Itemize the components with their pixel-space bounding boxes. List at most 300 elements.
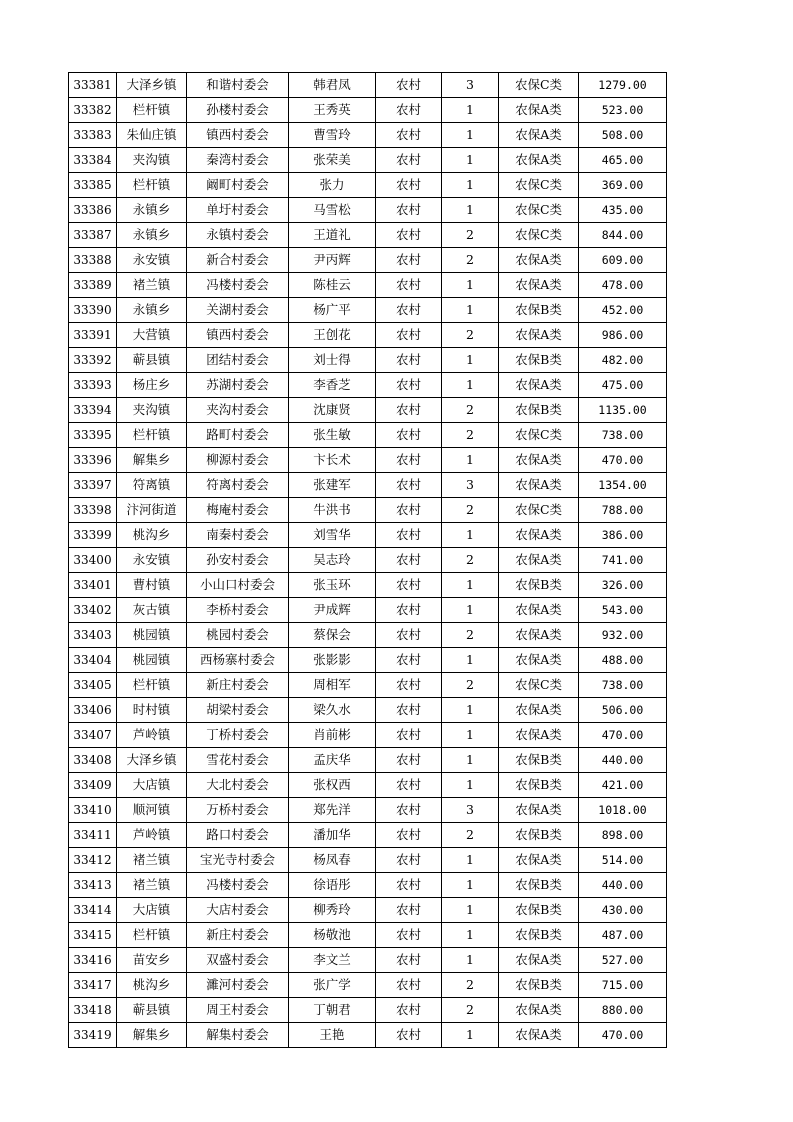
insurance-category-cell: 农保A类	[499, 948, 579, 973]
table-row	[69, 373, 667, 398]
village-committee-cell: 李桥村委会	[187, 598, 289, 623]
village-committee-cell: 大店村委会	[187, 898, 289, 923]
township-cell: 蕲县镇	[117, 348, 187, 373]
amount-cell: 475.00	[579, 373, 667, 398]
record-id-cell: 33406	[69, 698, 117, 723]
household-count-cell: 1	[442, 698, 499, 723]
record-id-cell: 33397	[69, 473, 117, 498]
table-row	[69, 648, 667, 673]
household-count-cell: 1	[442, 523, 499, 548]
area-type-cell: 农村	[376, 923, 442, 948]
record-id-cell: 33405	[69, 673, 117, 698]
amount-cell: 482.00	[579, 348, 667, 373]
township-cell: 大泽乡镇	[117, 73, 187, 98]
insurance-category-cell: 农保A类	[499, 523, 579, 548]
township-cell: 时村镇	[117, 698, 187, 723]
area-type-cell: 农村	[376, 273, 442, 298]
amount-cell: 421.00	[579, 773, 667, 798]
amount-cell: 523.00	[579, 98, 667, 123]
area-type-cell: 农村	[376, 498, 442, 523]
area-type-cell: 农村	[376, 373, 442, 398]
village-committee-cell: 柳源村委会	[187, 448, 289, 473]
township-cell: 符离镇	[117, 473, 187, 498]
village-committee-cell: 新庄村委会	[187, 923, 289, 948]
insurance-category-cell: 农保A类	[499, 998, 579, 1023]
roster-table	[68, 72, 667, 1048]
area-type-cell: 农村	[376, 248, 442, 273]
record-id-cell: 33392	[69, 348, 117, 373]
village-committee-cell: 新庄村委会	[187, 673, 289, 698]
record-id-cell: 33399	[69, 523, 117, 548]
person-name-cell: 郑先洋	[289, 798, 376, 823]
amount-cell: 543.00	[579, 598, 667, 623]
record-id-cell: 33419	[69, 1023, 117, 1048]
person-name-cell: 张权西	[289, 773, 376, 798]
household-count-cell: 1	[442, 298, 499, 323]
area-type-cell: 农村	[376, 998, 442, 1023]
insurance-category-cell: 农保A类	[499, 248, 579, 273]
township-cell: 芦岭镇	[117, 823, 187, 848]
table-row	[69, 423, 667, 448]
table-row	[69, 498, 667, 523]
household-count-cell: 1	[442, 773, 499, 798]
person-name-cell: 李香芝	[289, 373, 376, 398]
township-cell: 褚兰镇	[117, 848, 187, 873]
household-count-cell: 2	[442, 423, 499, 448]
area-type-cell: 农村	[376, 798, 442, 823]
insurance-category-cell: 农保B类	[499, 923, 579, 948]
amount-cell: 1279.00	[579, 73, 667, 98]
household-count-cell: 1	[442, 898, 499, 923]
insurance-category-cell: 农保B类	[499, 823, 579, 848]
area-type-cell: 农村	[376, 898, 442, 923]
township-cell: 桃园镇	[117, 623, 187, 648]
area-type-cell: 农村	[376, 848, 442, 873]
table-row	[69, 348, 667, 373]
amount-cell: 369.00	[579, 173, 667, 198]
township-cell: 苗安乡	[117, 948, 187, 973]
household-count-cell: 2	[442, 398, 499, 423]
record-id-cell: 33383	[69, 123, 117, 148]
household-count-cell: 1	[442, 923, 499, 948]
table-row	[69, 298, 667, 323]
area-type-cell: 农村	[376, 98, 442, 123]
amount-cell: 478.00	[579, 273, 667, 298]
village-committee-cell: 冯楼村委会	[187, 273, 289, 298]
person-name-cell: 王秀英	[289, 98, 376, 123]
village-committee-cell: 镇西村委会	[187, 323, 289, 348]
village-committee-cell: 周王村委会	[187, 998, 289, 1023]
village-committee-cell: 镇西村委会	[187, 123, 289, 148]
village-committee-cell: 夹沟村委会	[187, 398, 289, 423]
township-cell: 永安镇	[117, 248, 187, 273]
person-name-cell: 张影影	[289, 648, 376, 673]
record-id-cell: 33390	[69, 298, 117, 323]
amount-cell: 506.00	[579, 698, 667, 723]
table-row	[69, 223, 667, 248]
record-id-cell: 33391	[69, 323, 117, 348]
amount-cell: 898.00	[579, 823, 667, 848]
insurance-category-cell: 农保A类	[499, 448, 579, 473]
table-row	[69, 98, 667, 123]
record-id-cell: 33400	[69, 548, 117, 573]
village-committee-cell: 双盛村委会	[187, 948, 289, 973]
amount-cell: 470.00	[579, 723, 667, 748]
household-count-cell: 2	[442, 623, 499, 648]
township-cell: 蕲县镇	[117, 998, 187, 1023]
table-row	[69, 798, 667, 823]
record-id-cell: 33407	[69, 723, 117, 748]
household-count-cell: 2	[442, 323, 499, 348]
table-row	[69, 448, 667, 473]
record-id-cell: 33417	[69, 973, 117, 998]
table-row	[69, 698, 667, 723]
area-type-cell: 农村	[376, 748, 442, 773]
township-cell: 栏杆镇	[117, 173, 187, 198]
township-cell: 夹沟镇	[117, 398, 187, 423]
household-count-cell: 1	[442, 273, 499, 298]
village-committee-cell: 桃园村委会	[187, 623, 289, 648]
township-cell: 灰古镇	[117, 598, 187, 623]
household-count-cell: 1	[442, 448, 499, 473]
table-row	[69, 148, 667, 173]
household-count-cell: 1	[442, 373, 499, 398]
township-cell: 永镇乡	[117, 223, 187, 248]
record-id-cell: 33385	[69, 173, 117, 198]
village-committee-cell: 宝光寺村委会	[187, 848, 289, 873]
township-cell: 芦岭镇	[117, 723, 187, 748]
table-row	[69, 823, 667, 848]
village-committee-cell: 丁桥村委会	[187, 723, 289, 748]
table-row	[69, 973, 667, 998]
area-type-cell: 农村	[376, 423, 442, 448]
area-type-cell: 农村	[376, 948, 442, 973]
table-row	[69, 898, 667, 923]
amount-cell: 715.00	[579, 973, 667, 998]
insurance-category-cell: 农保A类	[499, 473, 579, 498]
insurance-category-cell: 农保A类	[499, 848, 579, 873]
household-count-cell: 1	[442, 948, 499, 973]
village-committee-cell: 永镇村委会	[187, 223, 289, 248]
area-type-cell: 农村	[376, 148, 442, 173]
record-id-cell: 33398	[69, 498, 117, 523]
household-count-cell: 1	[442, 173, 499, 198]
amount-cell: 452.00	[579, 298, 667, 323]
amount-cell: 430.00	[579, 898, 667, 923]
village-committee-cell: 关湖村委会	[187, 298, 289, 323]
table-row	[69, 748, 667, 773]
township-cell: 朱仙庄镇	[117, 123, 187, 148]
person-name-cell: 张广学	[289, 973, 376, 998]
household-count-cell: 1	[442, 348, 499, 373]
township-cell: 桃园镇	[117, 648, 187, 673]
amount-cell: 470.00	[579, 1023, 667, 1048]
household-count-cell: 1	[442, 748, 499, 773]
area-type-cell: 农村	[376, 223, 442, 248]
household-count-cell: 2	[442, 248, 499, 273]
person-name-cell: 徐语彤	[289, 873, 376, 898]
area-type-cell: 农村	[376, 573, 442, 598]
village-committee-cell: 符离村委会	[187, 473, 289, 498]
table-row	[69, 873, 667, 898]
person-name-cell: 蔡保会	[289, 623, 376, 648]
household-count-cell: 1	[442, 198, 499, 223]
insurance-category-cell: 农保B类	[499, 973, 579, 998]
insurance-category-cell: 农保A类	[499, 648, 579, 673]
table-row	[69, 548, 667, 573]
village-committee-cell: 胡梁村委会	[187, 698, 289, 723]
household-count-cell: 1	[442, 98, 499, 123]
person-name-cell: 孟庆华	[289, 748, 376, 773]
insurance-category-cell: 农保B类	[499, 773, 579, 798]
person-name-cell: 吴志玲	[289, 548, 376, 573]
township-cell: 永镇乡	[117, 298, 187, 323]
insurance-category-cell: 农保B类	[499, 398, 579, 423]
household-count-cell: 2	[442, 223, 499, 248]
township-cell: 解集乡	[117, 1023, 187, 1048]
person-name-cell: 张荣美	[289, 148, 376, 173]
table-row	[69, 723, 667, 748]
township-cell: 大店镇	[117, 773, 187, 798]
record-id-cell: 33401	[69, 573, 117, 598]
township-cell: 永安镇	[117, 548, 187, 573]
insurance-category-cell: 农保A类	[499, 273, 579, 298]
roster-body	[69, 73, 667, 1048]
table-row	[69, 598, 667, 623]
person-name-cell: 牛洪书	[289, 498, 376, 523]
person-name-cell: 杨凤春	[289, 848, 376, 873]
village-committee-cell: 小山口村委会	[187, 573, 289, 598]
household-count-cell: 1	[442, 648, 499, 673]
table-row	[69, 398, 667, 423]
person-name-cell: 柳秀玲	[289, 898, 376, 923]
township-cell: 汴河街道	[117, 498, 187, 523]
record-id-cell: 33413	[69, 873, 117, 898]
record-id-cell: 33395	[69, 423, 117, 448]
township-cell: 栏杆镇	[117, 423, 187, 448]
area-type-cell: 农村	[376, 973, 442, 998]
village-committee-cell: 大北村委会	[187, 773, 289, 798]
person-name-cell: 肖前彬	[289, 723, 376, 748]
record-id-cell: 33415	[69, 923, 117, 948]
record-id-cell: 33393	[69, 373, 117, 398]
area-type-cell: 农村	[376, 298, 442, 323]
village-committee-cell: 万桥村委会	[187, 798, 289, 823]
village-committee-cell: 秦湾村委会	[187, 148, 289, 173]
insurance-category-cell: 农保A类	[499, 798, 579, 823]
insurance-category-cell: 农保A类	[499, 373, 579, 398]
township-cell: 大店镇	[117, 898, 187, 923]
amount-cell: 1135.00	[579, 398, 667, 423]
table-row	[69, 848, 667, 873]
record-id-cell: 33382	[69, 98, 117, 123]
amount-cell: 435.00	[579, 198, 667, 223]
insurance-category-cell: 农保A类	[499, 148, 579, 173]
amount-cell: 880.00	[579, 998, 667, 1023]
household-count-cell: 1	[442, 598, 499, 623]
insurance-category-cell: 农保C类	[499, 73, 579, 98]
record-id-cell: 33402	[69, 598, 117, 623]
household-count-cell: 1	[442, 873, 499, 898]
table-row	[69, 573, 667, 598]
household-count-cell: 3	[442, 798, 499, 823]
record-id-cell: 33414	[69, 898, 117, 923]
table-row	[69, 173, 667, 198]
township-cell: 栏杆镇	[117, 98, 187, 123]
village-committee-cell: 团结村委会	[187, 348, 289, 373]
area-type-cell: 农村	[376, 1023, 442, 1048]
record-id-cell: 33418	[69, 998, 117, 1023]
insurance-category-cell: 农保C类	[499, 173, 579, 198]
table-row	[69, 123, 667, 148]
table-row	[69, 998, 667, 1023]
household-count-cell: 1	[442, 123, 499, 148]
township-cell: 大泽乡镇	[117, 748, 187, 773]
record-id-cell: 33386	[69, 198, 117, 223]
person-name-cell: 张生敏	[289, 423, 376, 448]
table-row	[69, 73, 667, 98]
insurance-category-cell: 农保B类	[499, 298, 579, 323]
person-name-cell: 杨广平	[289, 298, 376, 323]
record-id-cell: 33389	[69, 273, 117, 298]
record-id-cell: 33409	[69, 773, 117, 798]
area-type-cell: 农村	[376, 448, 442, 473]
table-row	[69, 948, 667, 973]
person-name-cell: 陈桂云	[289, 273, 376, 298]
table-row	[69, 248, 667, 273]
village-committee-cell: 冯楼村委会	[187, 873, 289, 898]
person-name-cell: 王艳	[289, 1023, 376, 1048]
amount-cell: 788.00	[579, 498, 667, 523]
insurance-category-cell: 农保A类	[499, 548, 579, 573]
area-type-cell: 农村	[376, 698, 442, 723]
record-id-cell: 33387	[69, 223, 117, 248]
record-id-cell: 33404	[69, 648, 117, 673]
table-row	[69, 323, 667, 348]
table-row	[69, 1023, 667, 1048]
area-type-cell: 农村	[376, 623, 442, 648]
village-committee-cell: 孙安村委会	[187, 548, 289, 573]
area-type-cell: 农村	[376, 873, 442, 898]
record-id-cell: 33384	[69, 148, 117, 173]
household-count-cell: 2	[442, 673, 499, 698]
household-count-cell: 3	[442, 73, 499, 98]
amount-cell: 741.00	[579, 548, 667, 573]
amount-cell: 844.00	[579, 223, 667, 248]
insurance-category-cell: 农保C类	[499, 673, 579, 698]
person-name-cell: 丁朝君	[289, 998, 376, 1023]
township-cell: 褚兰镇	[117, 273, 187, 298]
area-type-cell: 农村	[376, 323, 442, 348]
township-cell: 夹沟镇	[117, 148, 187, 173]
township-cell: 杨庄乡	[117, 373, 187, 398]
table-row	[69, 198, 667, 223]
area-type-cell: 农村	[376, 773, 442, 798]
area-type-cell: 农村	[376, 123, 442, 148]
township-cell: 栏杆镇	[117, 673, 187, 698]
record-id-cell: 33388	[69, 248, 117, 273]
insurance-category-cell: 农保A类	[499, 123, 579, 148]
village-committee-cell: 新合村委会	[187, 248, 289, 273]
insurance-category-cell: 农保B类	[499, 348, 579, 373]
amount-cell: 488.00	[579, 648, 667, 673]
table-row	[69, 623, 667, 648]
record-id-cell: 33412	[69, 848, 117, 873]
household-count-cell: 1	[442, 1023, 499, 1048]
household-count-cell: 1	[442, 148, 499, 173]
amount-cell: 609.00	[579, 248, 667, 273]
village-committee-cell: 阚町村委会	[187, 173, 289, 198]
person-name-cell: 卞长术	[289, 448, 376, 473]
table-row	[69, 923, 667, 948]
insurance-category-cell: 农保A类	[499, 323, 579, 348]
village-committee-cell: 路口村委会	[187, 823, 289, 848]
township-cell: 栏杆镇	[117, 923, 187, 948]
insurance-category-cell: 农保A类	[499, 698, 579, 723]
insurance-category-cell: 农保B类	[499, 873, 579, 898]
person-name-cell: 韩君凤	[289, 73, 376, 98]
area-type-cell: 农村	[376, 473, 442, 498]
person-name-cell: 张力	[289, 173, 376, 198]
person-name-cell: 刘士得	[289, 348, 376, 373]
insurance-category-cell: 农保A类	[499, 1023, 579, 1048]
area-type-cell: 农村	[376, 398, 442, 423]
township-cell: 桃沟乡	[117, 973, 187, 998]
person-name-cell: 尹成辉	[289, 598, 376, 623]
household-count-cell: 1	[442, 573, 499, 598]
insurance-category-cell: 农保B类	[499, 898, 579, 923]
insurance-category-cell: 农保A类	[499, 598, 579, 623]
township-cell: 桃沟乡	[117, 523, 187, 548]
area-type-cell: 农村	[376, 673, 442, 698]
amount-cell: 326.00	[579, 573, 667, 598]
amount-cell: 527.00	[579, 948, 667, 973]
amount-cell: 470.00	[579, 448, 667, 473]
insurance-category-cell: 农保A类	[499, 98, 579, 123]
person-name-cell: 马雪松	[289, 198, 376, 223]
person-name-cell: 尹丙辉	[289, 248, 376, 273]
amount-cell: 440.00	[579, 873, 667, 898]
village-committee-cell: 南秦村委会	[187, 523, 289, 548]
township-cell: 解集乡	[117, 448, 187, 473]
person-name-cell: 李文兰	[289, 948, 376, 973]
insurance-category-cell: 农保B类	[499, 748, 579, 773]
village-committee-cell: 孙楼村委会	[187, 98, 289, 123]
person-name-cell: 沈康贤	[289, 398, 376, 423]
village-committee-cell: 濉河村委会	[187, 973, 289, 998]
area-type-cell: 农村	[376, 723, 442, 748]
record-id-cell: 33410	[69, 798, 117, 823]
village-committee-cell: 单圩村委会	[187, 198, 289, 223]
township-cell: 永镇乡	[117, 198, 187, 223]
insurance-category-cell: 农保B类	[499, 573, 579, 598]
household-count-cell: 3	[442, 473, 499, 498]
village-committee-cell: 西杨寨村委会	[187, 648, 289, 673]
household-count-cell: 2	[442, 973, 499, 998]
village-committee-cell: 和谐村委会	[187, 73, 289, 98]
insurance-category-cell: 农保C类	[499, 498, 579, 523]
village-committee-cell: 雪花村委会	[187, 748, 289, 773]
person-name-cell: 王创花	[289, 323, 376, 348]
table-row	[69, 673, 667, 698]
insurance-category-cell: 农保C类	[499, 423, 579, 448]
area-type-cell: 农村	[376, 173, 442, 198]
record-id-cell: 33403	[69, 623, 117, 648]
table-row	[69, 773, 667, 798]
amount-cell: 738.00	[579, 423, 667, 448]
amount-cell: 986.00	[579, 323, 667, 348]
insurance-category-cell: 农保A类	[499, 723, 579, 748]
